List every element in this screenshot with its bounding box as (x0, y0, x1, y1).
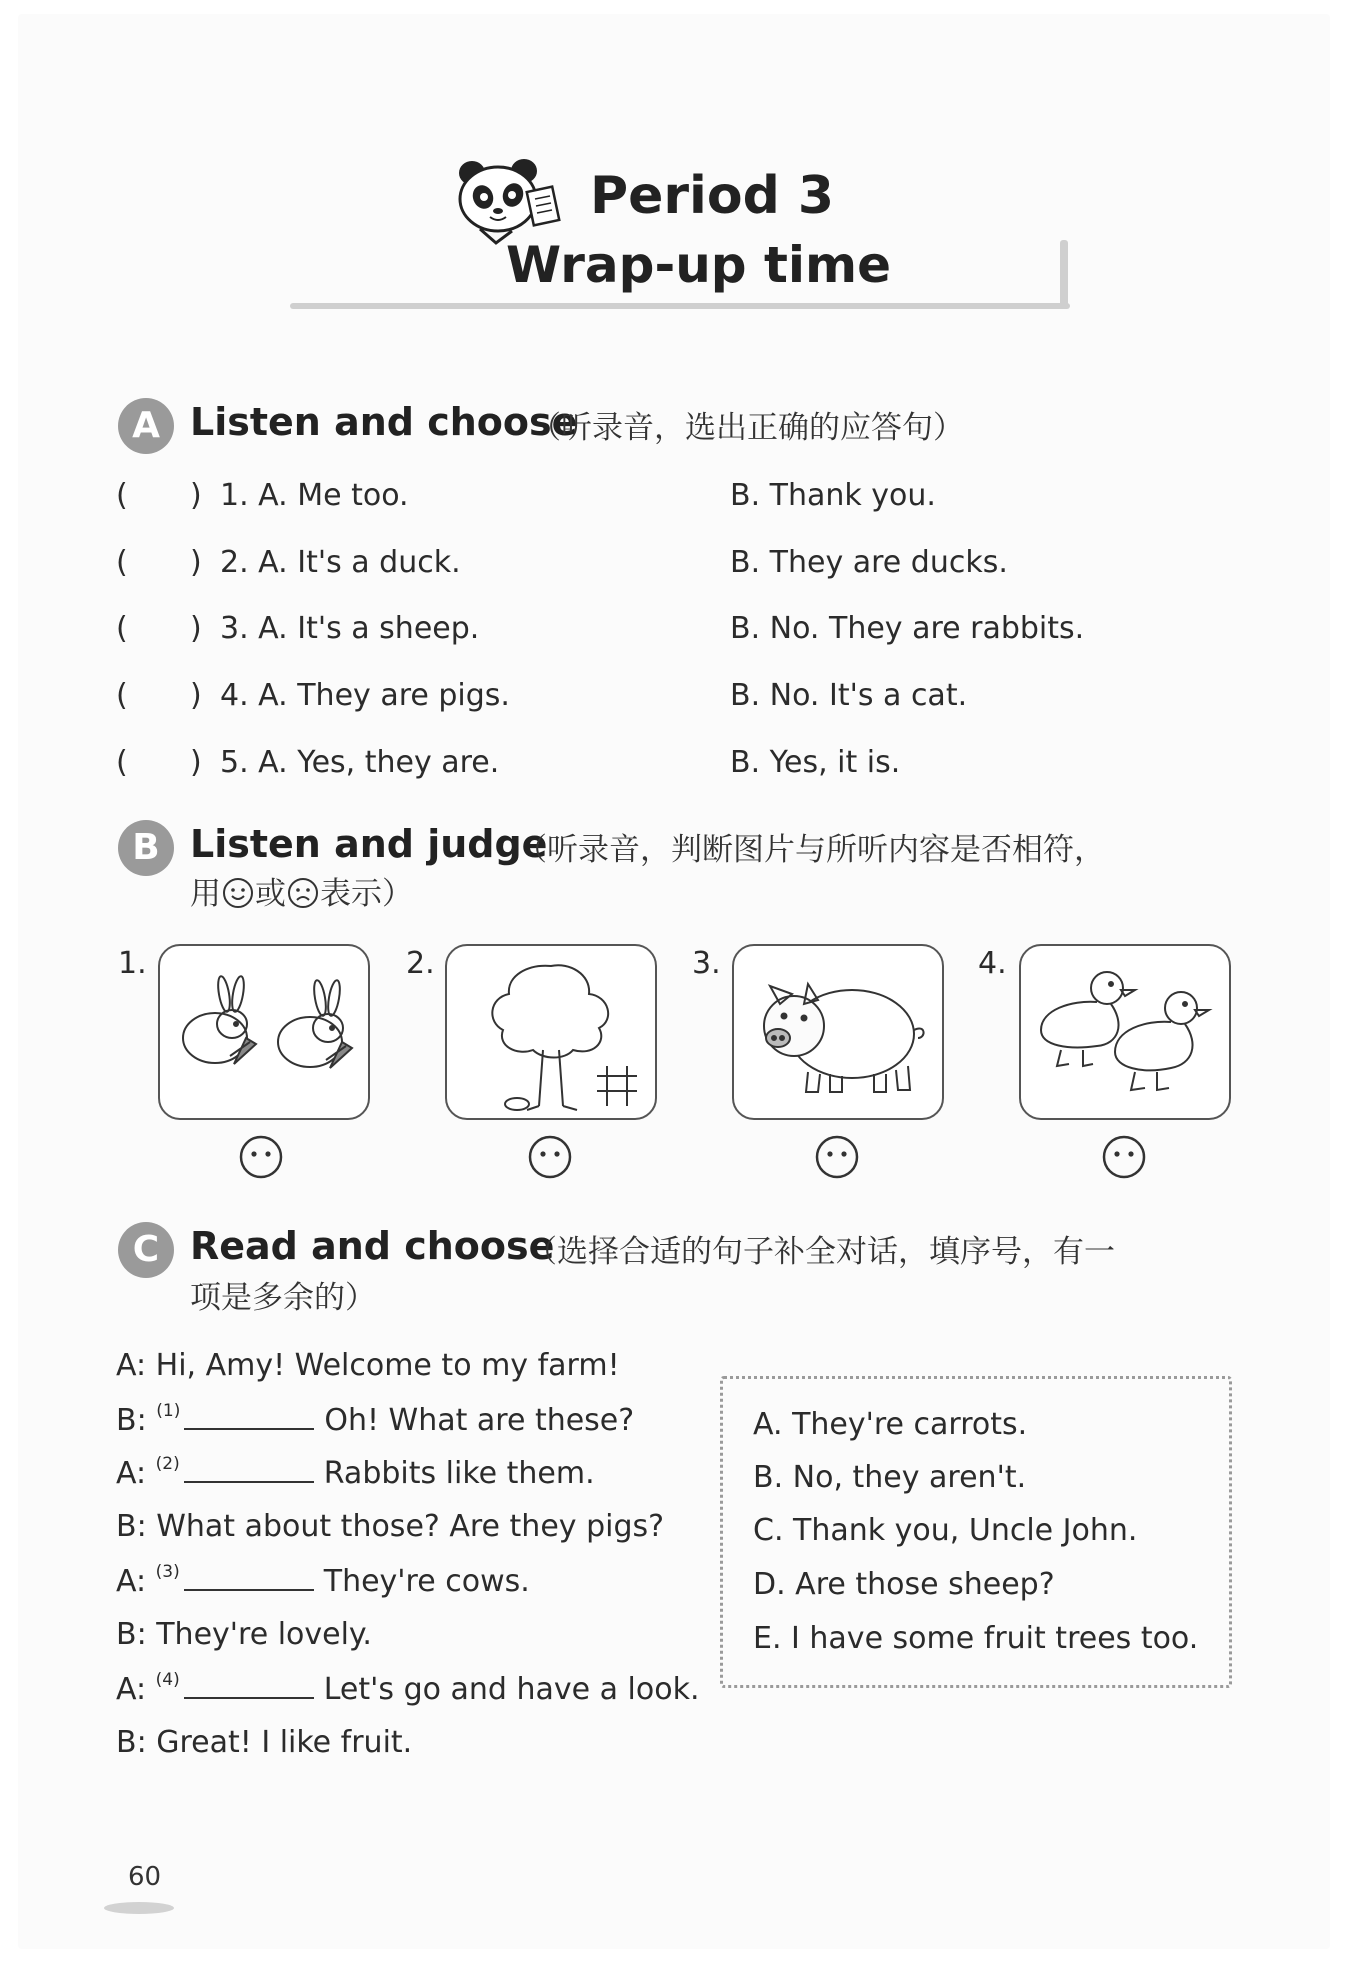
dialogue-line (116, 1509, 664, 1544)
answer-bracket-close[interactable]: ) (190, 611, 202, 646)
answer-blank[interactable] (184, 1671, 314, 1699)
section-a-instruction: （听录音，选出正确的应答句） (530, 410, 964, 446)
speaker-label: A: (116, 1456, 147, 1491)
dialogue-text: Oh! What are these? (324, 1403, 635, 1438)
option-item: A. They're carrots. (753, 1407, 1028, 1442)
option-a: 4. A. They are pigs. (220, 678, 510, 713)
smiley-face-icon[interactable] (238, 1134, 284, 1180)
option-item: E. I have some fruit trees too. (753, 1621, 1199, 1656)
answer-bracket-close[interactable]: ) (190, 545, 202, 580)
blank-number: (4) (155, 1670, 180, 1690)
question-row (116, 478, 1216, 518)
dialogue-line (116, 1563, 530, 1599)
section-c-instruction: （选择合适的句子补全对话，填序号，有一 (526, 1234, 1115, 1270)
option-b: B. Yes, it is. (730, 745, 901, 780)
tree-picture (445, 944, 657, 1120)
answer-blank[interactable] (184, 1455, 314, 1483)
section-c-title: Read and choose (190, 1224, 555, 1268)
smiley-face-icon[interactable] (814, 1134, 860, 1180)
picture-number: 1. (118, 946, 147, 981)
option-b: B. No. It's a cat. (730, 678, 968, 713)
picture-number: 4. (978, 946, 1007, 981)
option-item: D. Are those sheep? (753, 1567, 1055, 1602)
question-row (116, 611, 1216, 651)
dialogue-text: They're cows. (323, 1564, 530, 1599)
answer-bracket-open[interactable]: ( (116, 611, 128, 646)
answer-bracket-open[interactable]: ( (116, 478, 128, 513)
dialogue-text: B: Great! I like fruit. (116, 1725, 413, 1760)
answer-bracket-close[interactable]: ) (190, 678, 202, 713)
blank-number: (2) (155, 1454, 180, 1474)
smiley-face-icon[interactable] (1101, 1134, 1147, 1180)
dialogue-text: B: What about those? Are they pigs? (116, 1509, 665, 1544)
option-a: 3. A. It's a sheep. (220, 611, 480, 646)
instruction-text: 表示） (320, 876, 413, 912)
instruction-text: 用 (190, 876, 221, 912)
speaker-label: A: (116, 1672, 147, 1707)
option-a: 2. A. It's a duck. (220, 545, 461, 580)
option-a: 1. A. Me too. (220, 478, 409, 513)
dialogue-text: Let's go and have a look. (323, 1672, 700, 1707)
section-b-instruction-line2 (190, 868, 413, 913)
answer-bracket-close[interactable]: ) (190, 478, 202, 513)
option-b: B. Thank you. (730, 478, 936, 513)
section-a-badge: A (118, 398, 174, 454)
dialogue-line (116, 1348, 620, 1383)
panda-icon (450, 155, 570, 245)
blank-number: (1) (156, 1401, 181, 1421)
section-b-badge: B (118, 820, 174, 876)
section-c-badge: C (118, 1222, 174, 1278)
dialogue-text: B: They're lovely. (116, 1617, 372, 1652)
dialogue-line (116, 1725, 412, 1760)
dialogue-line (116, 1402, 634, 1438)
smiley-face-icon[interactable] (527, 1134, 573, 1180)
dialogue-line (116, 1617, 372, 1652)
question-row (116, 545, 1216, 585)
page-number-swoosh (104, 1902, 174, 1914)
option-b: B. They are ducks. (730, 545, 1008, 580)
smiley-face-icon (221, 876, 255, 910)
section-a-title: Listen and choose (190, 400, 578, 444)
question-row (116, 678, 1216, 718)
title-underline (290, 303, 1070, 309)
option-b: B. No. They are rabbits. (730, 611, 1085, 646)
speaker-label: A: (116, 1564, 147, 1599)
page-number: 60 (128, 1862, 162, 1892)
dialogue-text: A: Hi, Amy! Welcome to my farm! (116, 1348, 620, 1383)
options-box (720, 1376, 1232, 1688)
answer-blank[interactable] (184, 1563, 314, 1591)
picture-number: 2. (406, 946, 435, 981)
section-b-instruction: （听录音，判断图片与所听内容是否相符， (516, 832, 1105, 868)
option-a: 5. A. Yes, they are. (220, 745, 500, 780)
pig-picture (732, 944, 944, 1120)
option-item: B. No, they aren't. (753, 1460, 1027, 1495)
speaker-label: B: (116, 1403, 147, 1438)
question-row (116, 745, 1216, 785)
answer-bracket-open[interactable]: ( (116, 678, 128, 713)
picture-number: 3. (692, 946, 721, 981)
section-b-title: Listen and judge (190, 822, 548, 866)
ducks-picture (1019, 944, 1231, 1120)
page-title: Wrap-up time (506, 236, 892, 294)
answer-bracket-open[interactable]: ( (116, 545, 128, 580)
period-title: Period 3 (590, 166, 835, 226)
answer-bracket-open[interactable]: ( (116, 745, 128, 780)
rabbits-picture (158, 944, 370, 1120)
section-c-instruction-line2: 项是多余的） (190, 1280, 376, 1316)
dialogue-text: Rabbits like them. (323, 1456, 595, 1491)
dialogue-line (116, 1455, 595, 1491)
instruction-text: 或 (255, 876, 286, 912)
option-item: C. Thank you, Uncle John. (753, 1513, 1138, 1548)
answer-bracket-close[interactable]: ) (190, 745, 202, 780)
sad-face-icon (286, 876, 320, 910)
dialogue-line (116, 1671, 700, 1707)
answer-blank[interactable] (184, 1402, 314, 1430)
title-underline-end (1060, 240, 1068, 308)
blank-number: (3) (155, 1562, 180, 1582)
